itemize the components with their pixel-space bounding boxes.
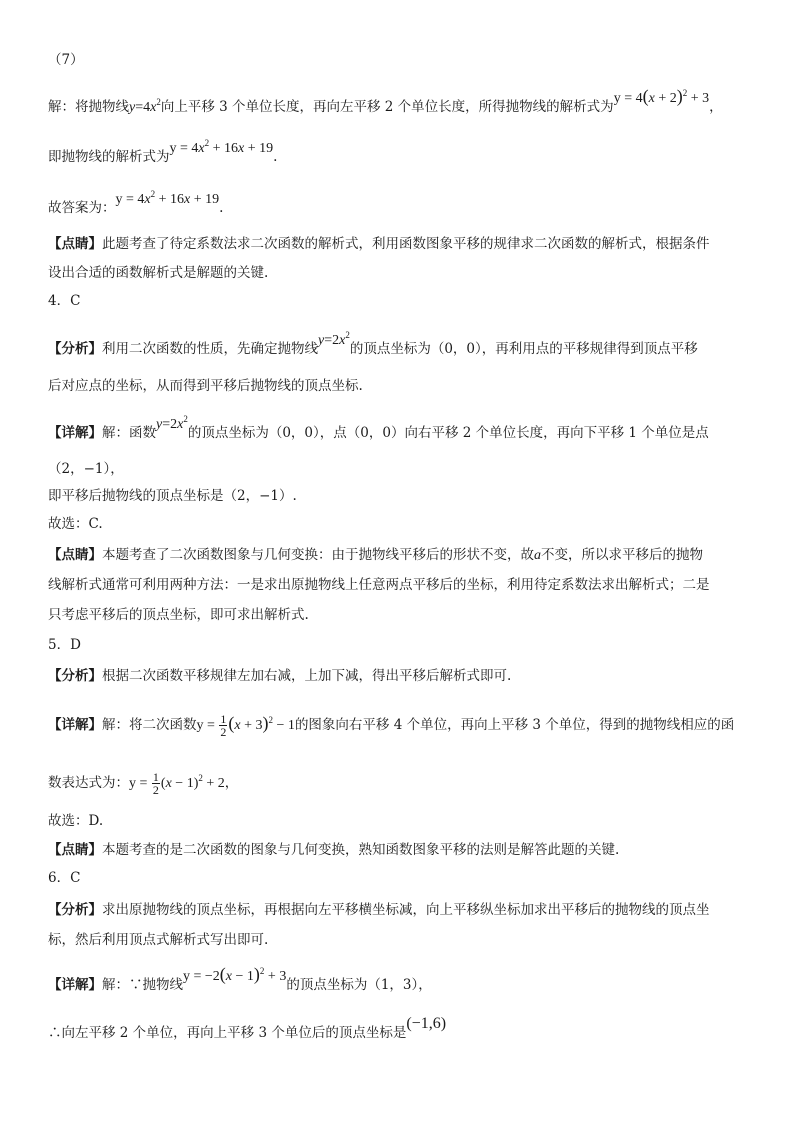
q7-s3a: 故答案为： xyxy=(48,200,116,216)
formula-answer-y-4x2-16x-19: $y = 4x^2 + 16x + 19$ xyxy=(115,189,220,207)
q5-choice: 故选：D. xyxy=(48,813,104,829)
detail-tag: 【详解】 xyxy=(48,425,102,441)
formula-y-4x2: $y=4x^2$ xyxy=(129,97,161,115)
q7-s1c: ， xyxy=(709,99,723,115)
q4-analysis-1b: 的顶点坐标为（0，0），再利用点的平移规律得到顶点平移 xyxy=(349,341,698,357)
q5-comment-1: 本题考查的是二次函数的图象与几何变换，熟知函数图象平移的法则是解答此题的关键. xyxy=(102,842,620,858)
q7-comment-1: 此题考查了待定系数法求二次函数的解析式，利用函数图象平移的规律求二次函数的解析式，根据条件 xyxy=(102,236,710,252)
q4-comment-line-2: 线解析式通常可利用两种方法：一是求出原抛物线上任意两点平移后的坐标，利用待定系数法求出解析式；二是 xyxy=(48,577,710,593)
q4-analysis-1a: 利用二次函数的性质，先确定抛物线 xyxy=(102,341,318,357)
q5-detail-2b: ， xyxy=(224,775,239,791)
q4-detail-line-1 xyxy=(48,414,760,444)
q6-analysis-line-2: 标，然后利用顶点式解析式写出即可. xyxy=(48,932,269,948)
formula-y-2x2: $y=2x^2$ xyxy=(318,330,350,348)
q6-analysis-line-1 xyxy=(48,900,760,920)
q5-header: 5．D xyxy=(48,637,81,653)
comment-tag: 【点睛】 xyxy=(48,842,102,858)
analysis-tag: 【分析】 xyxy=(48,902,102,918)
q5-comment-line-1 xyxy=(48,840,760,860)
formula-half-x-minus-1-sq-plus-2: y = $\frac{1}{2}$ $(x - 1)^2 + 2$ xyxy=(129,770,225,798)
analysis-tag: 【分析】 xyxy=(48,668,102,684)
detail-tag: 【详解】 xyxy=(48,717,102,733)
q7-label: （7） xyxy=(48,52,84,68)
q5-detail-1b: 的图象向右平移 4 个单位，再向上平移 3 个单位，得到的抛物线相应的函 xyxy=(294,717,735,733)
vertex-neg1-6: (−1,6) xyxy=(406,1015,447,1032)
q5-detail-line-2 xyxy=(48,768,760,796)
q4-analysis-line-1 xyxy=(48,330,760,360)
q4-detail-1b: 的顶点坐标为（0，0），点（0，0）向右平移 2 个单位长度，再向下平移 1 个单位是点 xyxy=(187,425,709,441)
q7-s2b: . xyxy=(273,149,278,165)
q7-comment-line-2: 设出合适的函数解析式是解题的关键. xyxy=(48,265,269,281)
q4-comment-1a: 本题考查了二次函数图象与几何变换：由于抛物线平移后的形状不变，故 xyxy=(102,547,534,563)
q4-detail-line-2: （2，−1）， xyxy=(48,461,124,477)
q6-detail-2a: ∴向左平移 2 个单位，再向上平移 3 个单位后的顶点坐标是 xyxy=(48,1025,407,1041)
q4-comment-1b: 不变，所以求平移后的抛物 xyxy=(541,547,703,563)
variable-a: a xyxy=(534,548,541,563)
q7-solution-line-2 xyxy=(48,138,760,168)
formula-y-2x2-detail: $y=2x^2$ xyxy=(156,414,188,432)
q6-analysis-1: 求出原抛物线的顶点坐标，再根据向左平移横坐标减，向上平移纵坐标加求出平移后的抛物线的顶点坐 xyxy=(102,902,710,918)
detail-tag: 【详解】 xyxy=(48,977,102,993)
q4-header: 4．C xyxy=(48,293,81,309)
q5-detail-1a: 解：将二次函数 xyxy=(102,717,197,733)
q7-solution-line-1 xyxy=(48,86,760,118)
q6-detail-1a: 解：∵抛物线 xyxy=(102,977,183,993)
q6-detail-line-2 xyxy=(48,1015,760,1043)
formula-y-4-x-plus-2-sq-plus-3: $y = 4(x + 2)^2 + 3$ xyxy=(613,86,710,106)
q4-analysis-line-2: 后对应点的坐标，从而得到平移后抛物线的顶点坐标. xyxy=(48,378,363,394)
q4-detail-1a: 解：函数 xyxy=(102,425,156,441)
q5-analysis-1: 根据二次函数平移规律左加右减，上加下减，得出平移后解析式即可. xyxy=(102,668,512,684)
q7-answer-line xyxy=(48,189,760,219)
q7-s1b: 向上平移 3 个单位长度，再向左平移 2 个单位长度，所得抛物线的解析式为 xyxy=(160,99,614,115)
q6-header: 6．C xyxy=(48,870,81,886)
q4-detail-line-3: 即平移后抛物线的顶点坐标是（2，−1）. xyxy=(48,488,297,504)
formula-y-neg2-x-minus-1-sq-plus-3: $y = -2(x - 1)^2 + 3$ xyxy=(183,964,287,984)
q5-analysis-line-1 xyxy=(48,666,760,686)
formula-half-x-plus-3-sq-minus-1: y = $\frac{1}{2}$ $(x + 3)^2 - 1$ xyxy=(196,712,295,740)
q7-comment-line-1 xyxy=(48,234,760,254)
q4-choice: 故选：C. xyxy=(48,516,103,532)
q5-detail-2a: 数表达式为： xyxy=(48,775,129,791)
comment-tag: 【点睛】 xyxy=(48,547,102,563)
q7-s2a: 即抛物线的解析式为 xyxy=(48,149,170,165)
q4-comment-line-1 xyxy=(48,545,760,566)
analysis-tag: 【分析】 xyxy=(48,341,102,357)
q4-comment-line-3: 只考虑平移后的顶点坐标，即可求出解析式. xyxy=(48,607,309,623)
q5-detail-line-1 xyxy=(48,710,760,738)
formula-y-4x2-16x-19: $y = 4x^2 + 16x + 19$ xyxy=(169,138,274,156)
q6-detail-line-1 xyxy=(48,964,760,996)
q7-s1a: 解：将抛物线 xyxy=(48,99,129,115)
q7-s3b: . xyxy=(219,200,224,216)
comment-tag: 【点睛】 xyxy=(48,236,102,252)
q6-detail-1b: 的顶点坐标为（1，3）， xyxy=(286,977,432,993)
